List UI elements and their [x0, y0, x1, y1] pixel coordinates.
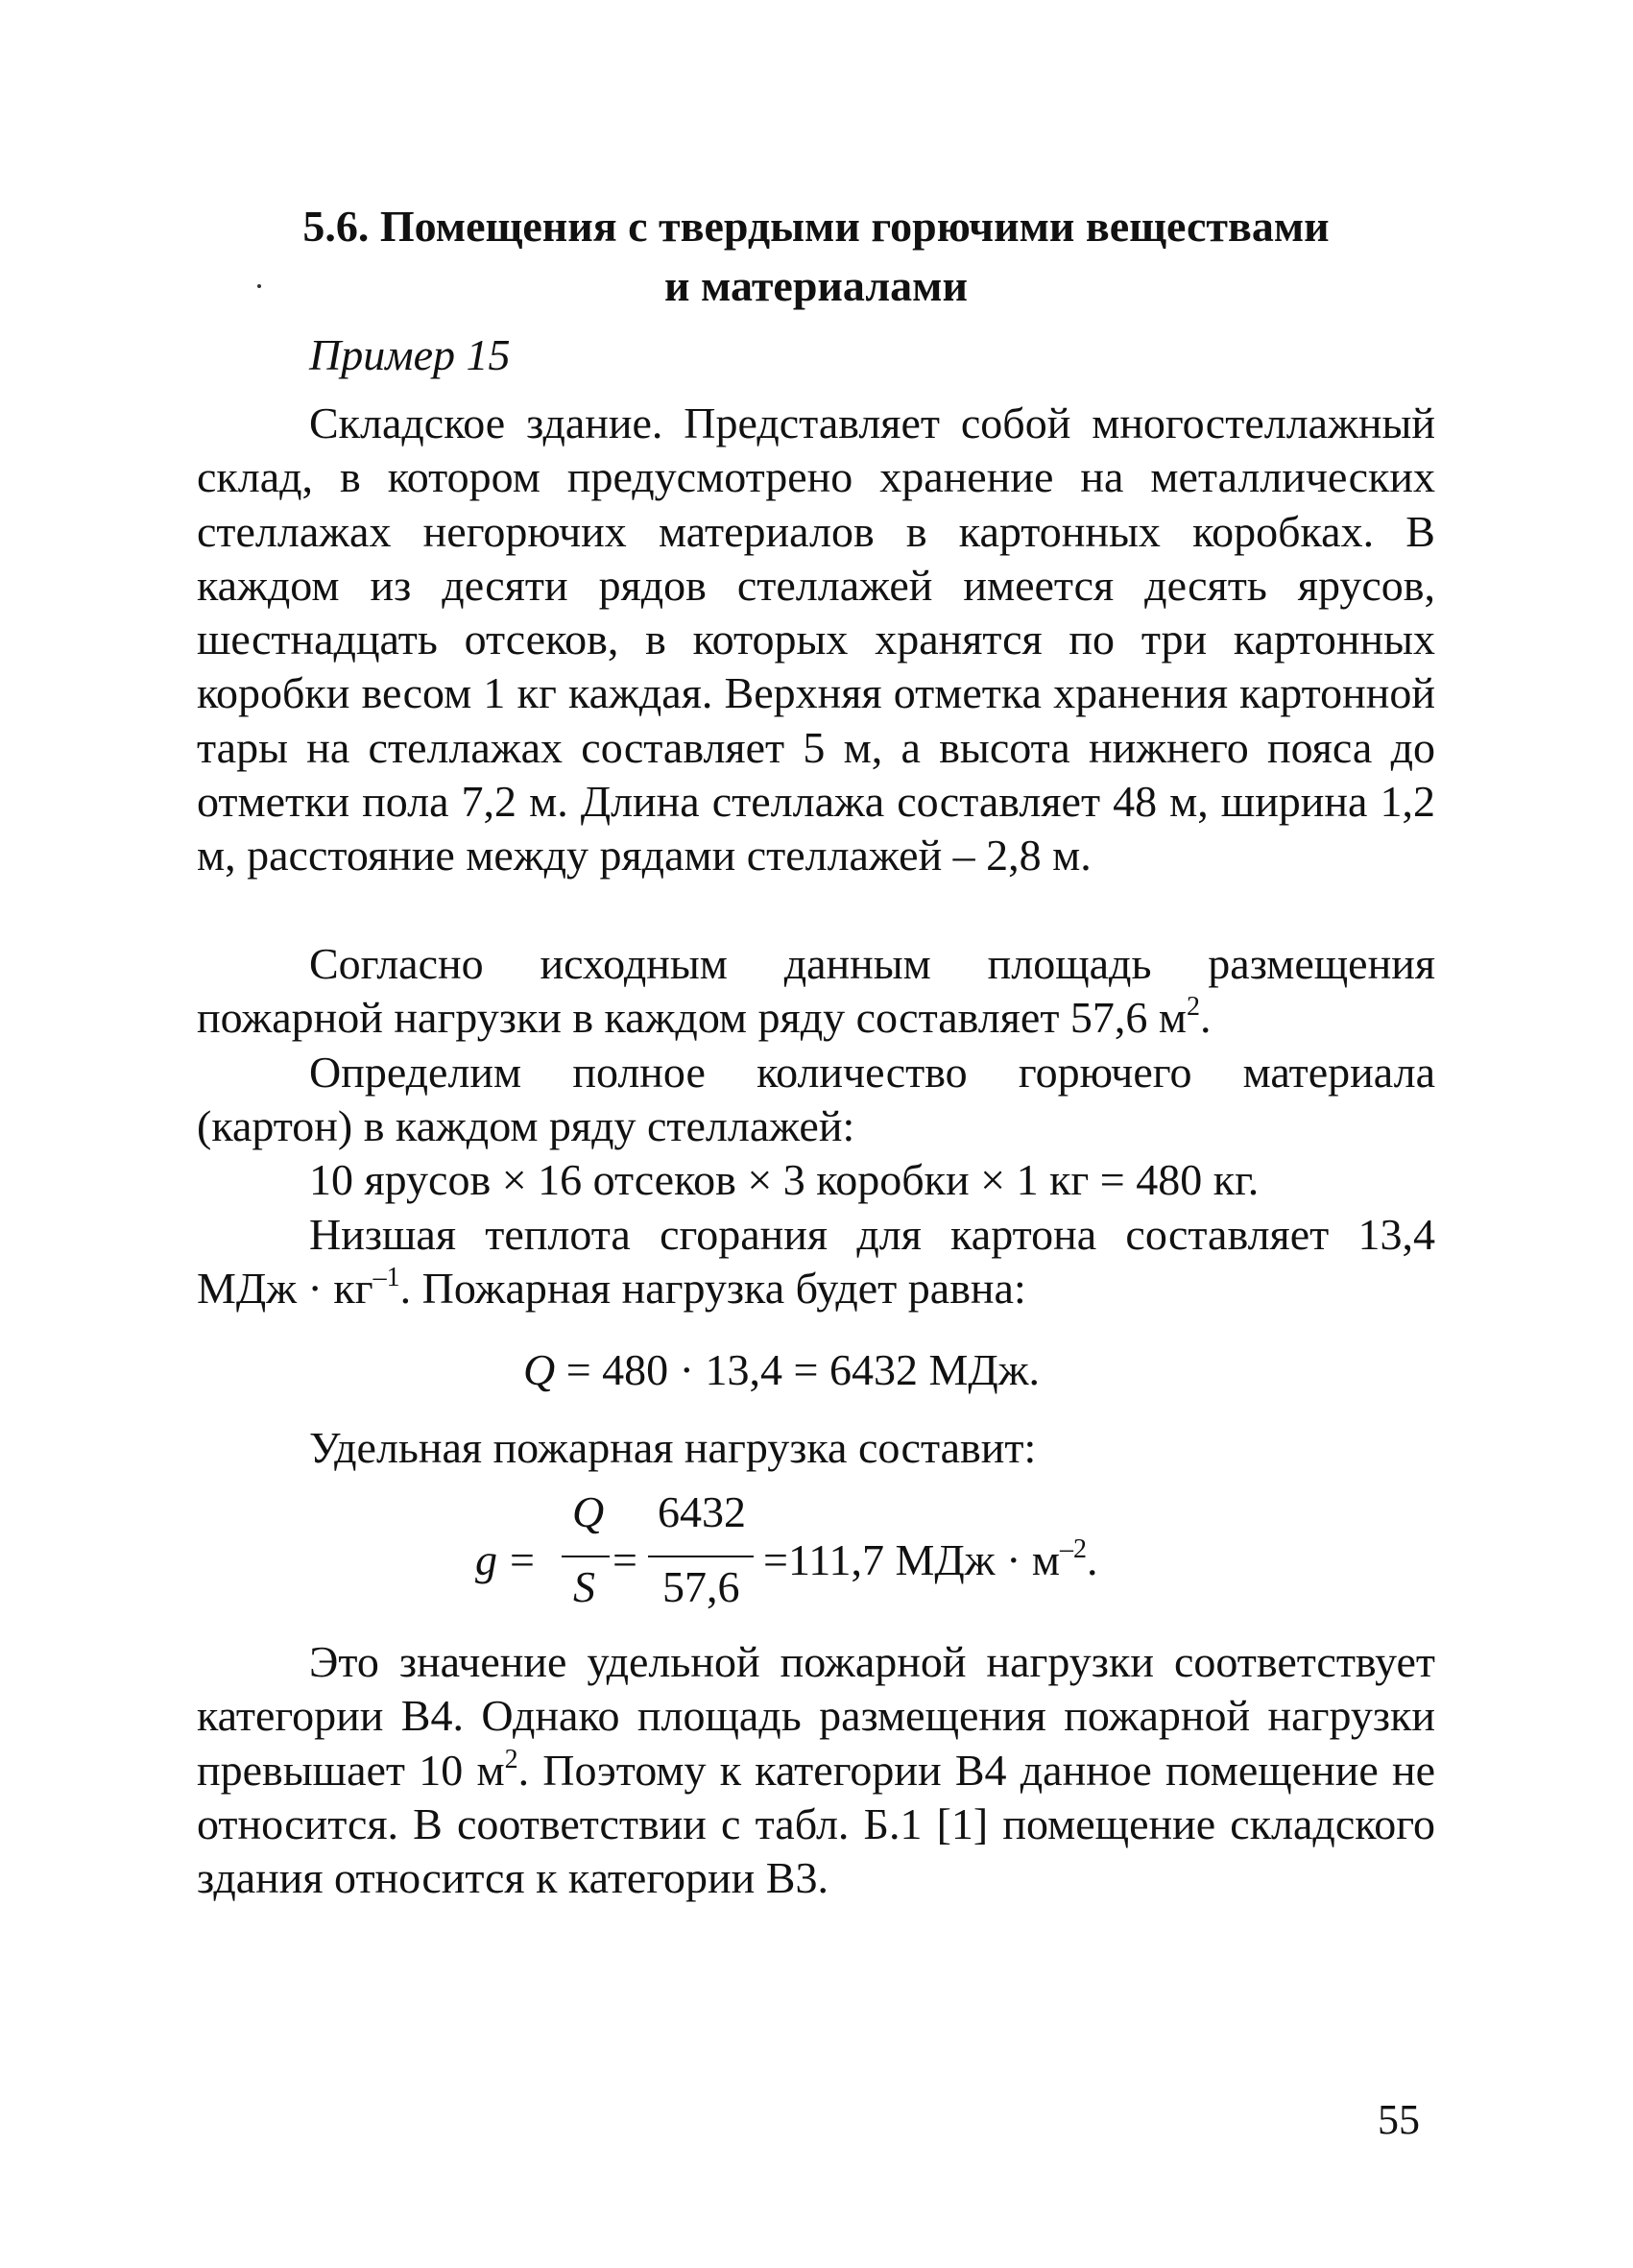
formula-2-den-val: 57,6 — [662, 1562, 740, 1611]
paragraph-5 — [197, 1635, 1435, 1905]
paragraph-4-end: . Пожарная нагрузка будет равна: — [399, 1264, 1026, 1314]
fraction-bar-2 — [648, 1556, 754, 1557]
scan-speck — [257, 284, 261, 288]
paragraph-2-sup: 2 — [1187, 992, 1201, 1023]
page-number: 55 — [1378, 2096, 1420, 2143]
formula-2-lhs: g — [475, 1535, 497, 1584]
paragraph-1 — [197, 397, 1435, 883]
formula-specific-load — [475, 1486, 1205, 1630]
heading-line-1: 5.6. Помещения с твердыми горючими веществами — [302, 202, 1330, 251]
paragraph-2-text: Согласно исходным данным площадь размещения пожарной нагрузки в каждом ряду составляет 57,6 м — [197, 939, 1435, 1043]
paragraph-4-text: Низшая теплота сгорания для картона составляет 13,4 МДж · кг — [197, 1210, 1435, 1314]
formula-1-var: Q — [523, 1345, 556, 1394]
section-heading — [192, 197, 1440, 316]
paragraph-2 — [197, 937, 1435, 1046]
calculation-line: 10 ярусов × 16 отсеков × 3 коробки × 1 кг = 480 кг. — [309, 1155, 1260, 1204]
paragraph-5-text-b: . Поэтому к категории В4 данное помещение не относится. В соответствии с табл. Б.1 [1] помещение складского здания относится к категории В3. — [197, 1745, 1435, 1903]
paragraph-1-text: Складское здание. Представляет собой многостеллажный склад, в котором предусмотрено хранение на металлических стеллажах негорючих материалов в картонных коробках. В каждом из десяти рядов стеллажей имеется десять ярусов, шестнадцать отсеков, в которых хранятся по три картонных коробки весом 1 кг каждая. Верхняя отметка хранения картонной тары на стеллажах составляет 5 м, а высота нижнего пояса до отметки пола 7,2 м. Длина стеллажа составляет 48 м, ширина 1,2 м, расстояние между рядами стеллажей – 2,8 м. — [197, 398, 1435, 881]
formula-2-result: =111,7 МДж · м — [763, 1535, 1061, 1584]
formula-2-num-val: 6432 — [658, 1487, 746, 1536]
paragraph-4-sup: –1 — [372, 1263, 400, 1293]
paragraph-3 — [197, 1046, 1435, 1154]
formula-2-result-sup: –2 — [1060, 1534, 1088, 1564]
specific-load-line: Удельная пожарная нагрузка составит: — [309, 1423, 1037, 1472]
paragraph-4 — [197, 1208, 1435, 1316]
fraction-bar-1 — [562, 1556, 610, 1557]
formula-1-rest: = 480 · 13,4 = 6432 МДж. — [555, 1345, 1040, 1394]
paragraph-2-end: . — [1200, 993, 1212, 1043]
heading-line-2: и материалами — [664, 261, 968, 310]
formula-fire-load — [523, 1341, 1040, 1399]
paragraph-5-sup: 2 — [504, 1744, 518, 1774]
formula-2-eq-2: = — [612, 1535, 637, 1584]
formula-2-den-var: S — [573, 1562, 595, 1611]
formula-2-eq-1: = — [510, 1535, 535, 1584]
example-label: Пример 15 — [309, 330, 511, 379]
paragraph-5-text-a: Это значение удельной пожарной нагрузки соответствует категории В4. Однако площадь размещения пожарной нагрузки превышает 10 м — [197, 1637, 1435, 1795]
paragraph-3-text: Определим полное количество горючего материала (картон) в каждом ряду стеллажей: — [197, 1048, 1435, 1151]
formula-2-result-end: . — [1087, 1535, 1098, 1584]
formula-2-num-var: Q — [572, 1487, 605, 1536]
